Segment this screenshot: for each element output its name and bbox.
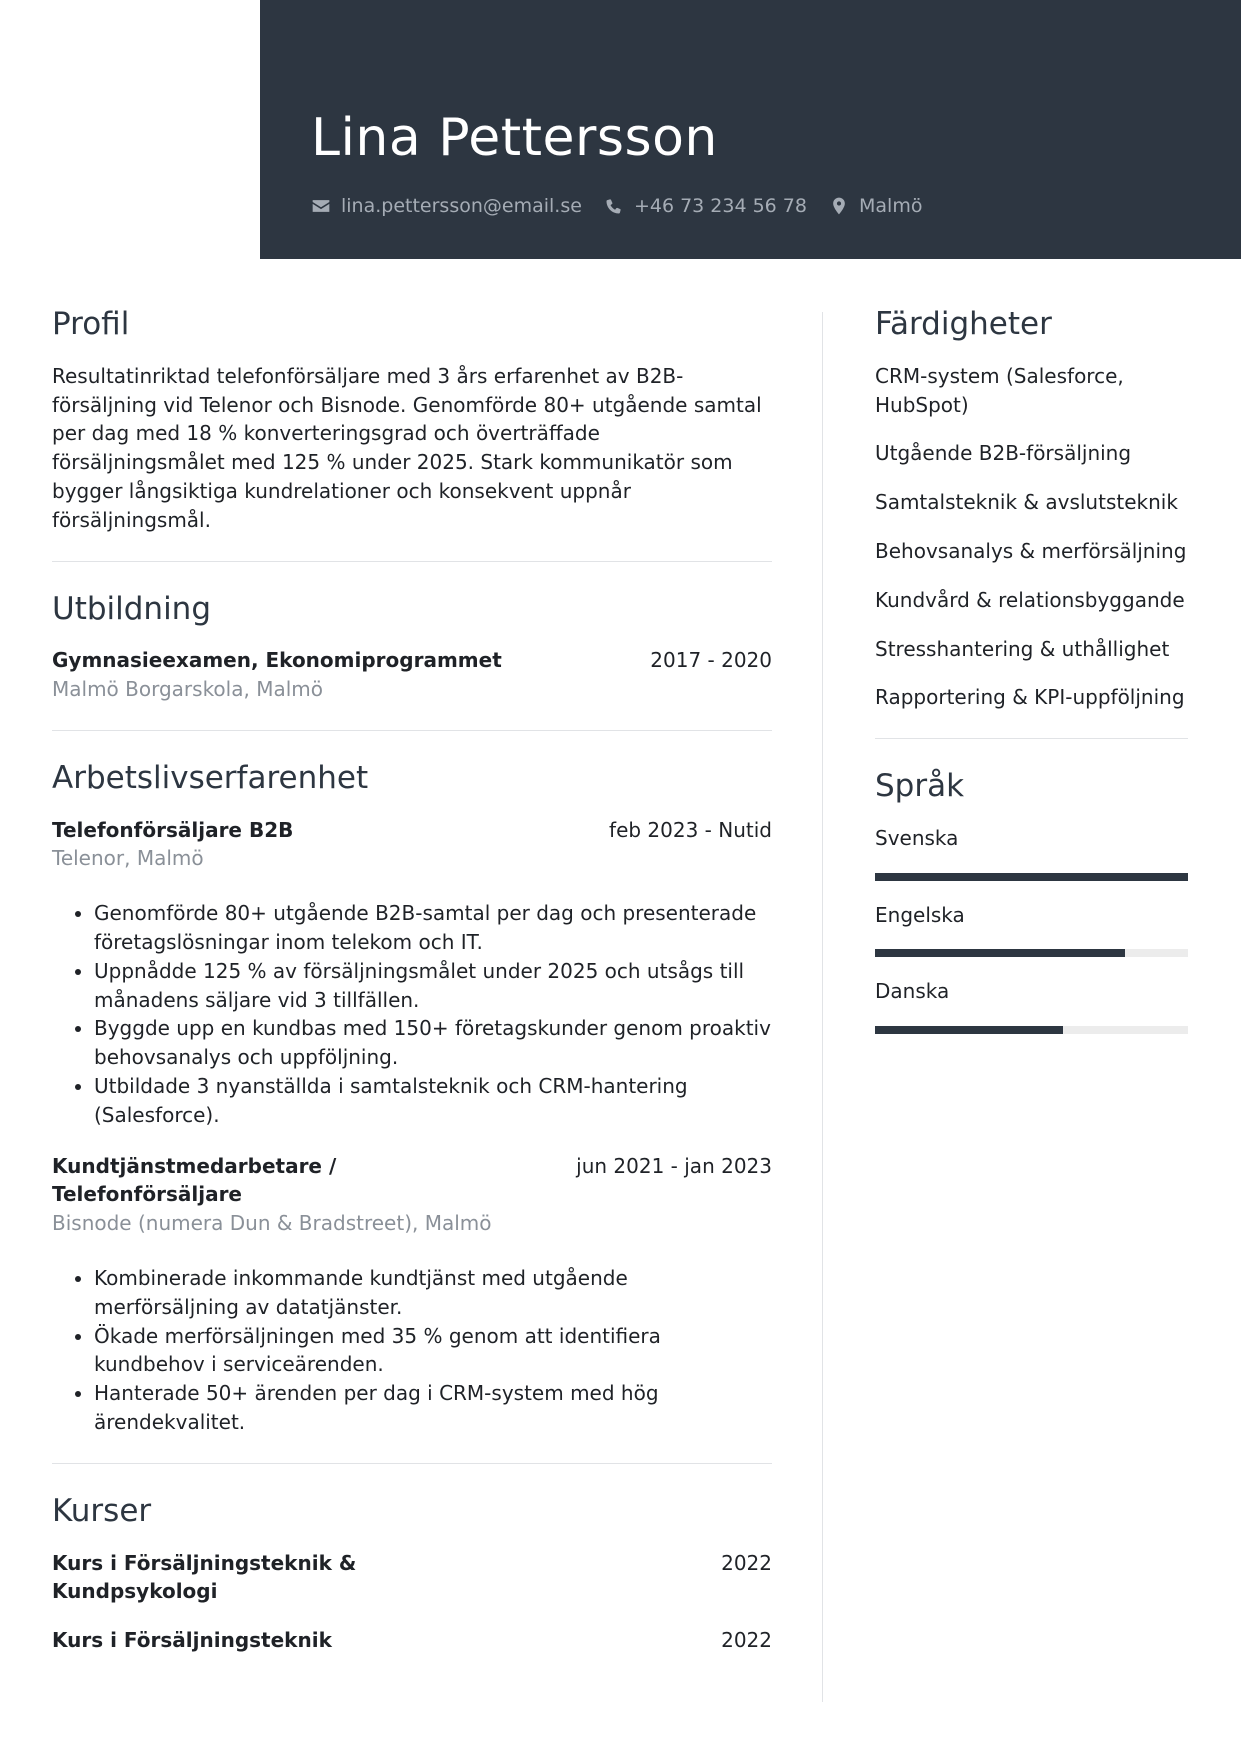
language-level-fill [875,1026,1063,1034]
job-date: jun 2021 - jan 2023 [576,1153,772,1178]
job-date: feb 2023 - Nutid [609,817,772,842]
section-divider [52,1463,772,1464]
language-level-fill [875,949,1125,957]
education-degree: Gymnasieexamen, Ekonomiprogrammet [52,648,502,673]
language-level-fill [875,873,1188,881]
bullet-item: • Hanterade 50+ ärenden per dag i CRM-system med hög ärendekvalitet. [94,1379,772,1437]
education-entry [52,646,772,704]
section-title-courses: Kurser [52,1492,152,1529]
course-date: 2022 [721,1550,772,1575]
candidate-name: Lina Pettersson [311,108,718,168]
job-company: Bisnode (numera Dun & Bradstreet), Malmö [52,1211,492,1236]
job-company: Telenor, Malmö [52,846,204,871]
map-pin-icon [829,196,849,216]
profile-text: Resultatinriktad telefonförsäljare med 3 års erfarenhet av B2B-försäljning vid Telenor och Bisnode. Genomförde 80+ utgående samtal per dag med 18 % konverteringsgrad och överträffade försäljningsmålet med 125 % under 2025. Stark kommunikatör som bygger långsiktiga kundrelationer och konsekvent uppnår försäljningsmål. [52,363,762,532]
contact-row [311,190,944,222]
envelope-icon [311,196,331,216]
education-section [52,590,772,704]
job-bullets [52,1264,772,1437]
language-level-bar [875,949,1188,957]
section-title-education: Utbildning [52,590,212,627]
section-divider [52,730,772,731]
bullet-item: • Genomförde 80+ utgående B2B-samtal per dag och presenterade företagslösningar inom telekom och IT. [94,899,772,957]
skill-item: Utgående B2B-försäljning [875,441,1132,466]
section-title-experience: Arbetslivserfarenhet [52,759,369,796]
skill-item: Rapportering & KPI-uppföljning [875,685,1185,710]
section-title-profile: Profil [52,306,130,342]
experience-entry [52,816,772,1130]
contact-phone [604,195,807,217]
column-divider [822,312,823,1702]
section-title-languages: Språk [875,768,965,805]
sidebar-column [875,305,1188,1054]
language-name: Engelska [875,902,965,927]
bullet-item: • Byggde upp en kundbas med 150+ företagskunder genom proaktiv behovsanalys och uppföljning. [94,1014,772,1072]
phone-text: +46 73 234 56 78 [633,195,807,217]
experience-entry [52,1152,772,1437]
section-divider [875,738,1188,739]
skill-item: Stresshantering & uthållighet [875,636,1170,661]
language-name: Svenska [875,825,959,850]
phone-icon [604,196,624,216]
contact-email [311,195,582,217]
skill-item: Kundvård & relationsbyggande [875,587,1185,612]
job-bullets [52,899,772,1129]
course-entry [52,1626,772,1655]
email-text: lina.pettersson@email.se [341,195,582,217]
skill-item: Samtalsteknik & avslutsteknik [875,490,1178,515]
language-level-bar [875,1026,1188,1034]
course-name: Kurs i Försäljningsteknik & Kundpsykologi [52,1550,357,1604]
bullet-item: • Kombinerade inkommande kundtjänst med utgående merförsäljning av datatjänster. [94,1264,772,1322]
course-date: 2022 [721,1628,772,1653]
experience-section [52,759,772,1437]
language-name: Danska [875,979,950,1004]
education-date: 2017 - 2020 [650,648,772,673]
section-divider [52,561,772,562]
profile-section [52,305,772,535]
bullet-item: • Uppnådde 125 % av försäljningsmålet under 2025 och utsågs till månadens säljare vid 3 tillfällen. [94,957,772,1015]
course-entry [52,1549,772,1607]
skill-item: Behovsanalys & merförsäljning [875,538,1187,563]
languages-section [875,767,1188,1034]
courses-section [52,1492,772,1655]
header-banner [260,0,1241,259]
job-title: Telefonförsäljare B2B [52,817,294,842]
main-column [52,305,772,1677]
skill-item: CRM-system (Salesforce, HubSpot) [875,363,1124,417]
language-level-bar [875,873,1188,881]
location-text: Malmö [859,195,923,217]
skills-section [875,305,1188,712]
section-title-skills: Färdigheter [875,306,1052,342]
job-title: Kundtjänstmedarbetare / Telefonförsäljare [52,1153,337,1207]
education-school: Malmö Borgarskola, Malmö [52,677,323,702]
bullet-item: • Ökade merförsäljningen med 35 % genom att identifiera kundbehov i serviceärenden. [94,1322,772,1380]
course-name: Kurs i Försäljningsteknik [52,1628,332,1653]
bullet-item: • Utbildade 3 nyanställda i samtalsteknik och CRM-hantering (Salesforce). [94,1072,772,1130]
contact-location [829,195,922,217]
